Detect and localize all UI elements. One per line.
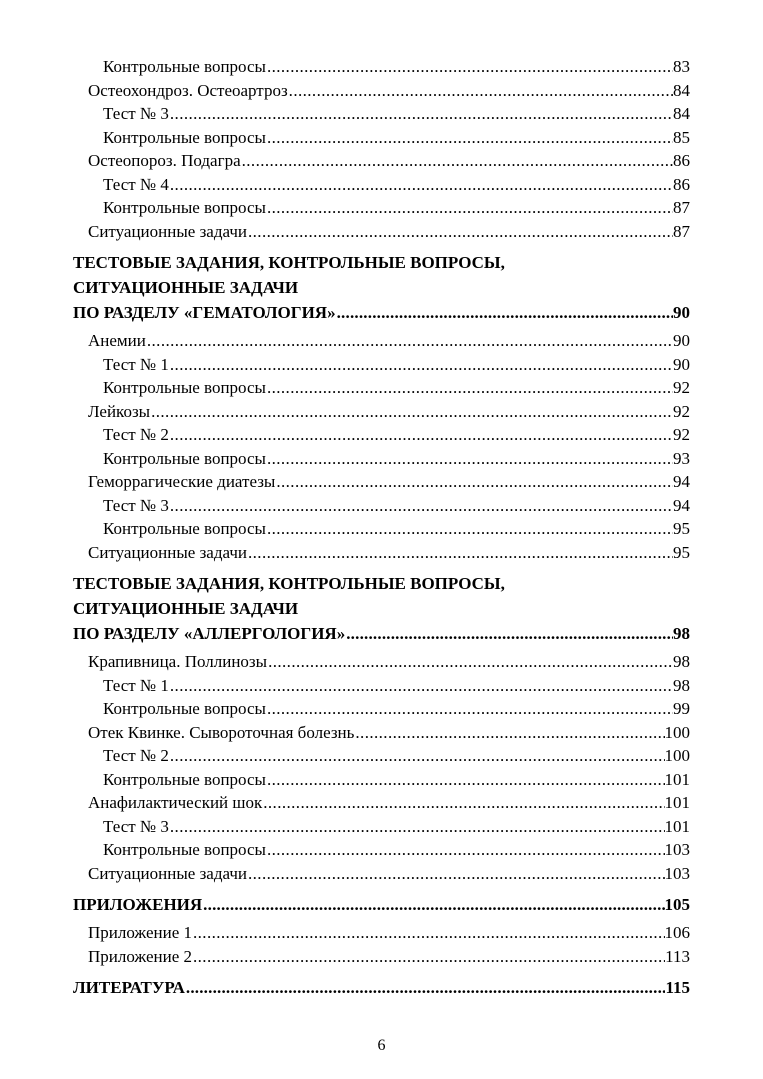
toc-entry-title: Тест № 2: [103, 425, 169, 444]
toc-entry-title: Геморрагические диатезы: [88, 472, 276, 491]
toc-page-number: 115: [665, 978, 690, 997]
toc-page-number: 92: [673, 425, 690, 444]
toc-page-number: 85: [673, 127, 690, 147]
toc-section: [73, 892, 690, 968]
toc-section: [73, 250, 690, 564]
toc-entry-title: Ситуационные задачи: [88, 863, 247, 883]
toc-entry-title: Приложение 1: [88, 923, 192, 942]
toc-entry-title: Остеопороз. Подагра: [88, 151, 241, 170]
toc-entry-title: Тест № 3: [103, 104, 169, 123]
toc-page-number: 83: [673, 57, 690, 76]
toc-heading-title: ПРИЛОЖЕНИЯ: [73, 895, 203, 914]
page-number: 6: [377, 1037, 386, 1054]
toc-page-number: 101: [664, 816, 690, 836]
dot-leader: [170, 494, 673, 518]
toc-page-number: 84: [673, 104, 690, 123]
dot-leader: [337, 300, 673, 325]
dot-leader: [248, 220, 673, 244]
toc-page-number: 90: [673, 331, 690, 350]
toc-entry-title: Анафилактический шок: [88, 793, 263, 812]
toc-heading-title: ПО РАЗДЕЛУ «ГЕМАТОЛОГИЯ»: [73, 303, 336, 322]
toc-section-heading-line: ТЕСТОВЫЕ ЗАДАНИЯ, КОНТРОЛЬНЫЕ ВОПРОСЫ,: [73, 574, 505, 593]
dot-leader: [355, 721, 664, 745]
toc-entry[interactable]: [73, 376, 690, 400]
toc-page-number: 94: [673, 495, 690, 515]
toc-section: [73, 571, 690, 885]
toc-page-number: 90: [673, 354, 690, 374]
toc-page-number: 90: [673, 303, 690, 322]
toc-entry[interactable]: [73, 423, 690, 447]
toc-entry-title: Контрольные вопросы: [103, 699, 266, 718]
toc-entry[interactable]: [73, 196, 690, 220]
toc-entry[interactable]: [73, 674, 690, 698]
toc-page-number: 103: [664, 840, 690, 859]
toc-entry[interactable]: [73, 815, 690, 839]
toc-page-number: 95: [673, 542, 690, 562]
dot-leader: [193, 921, 665, 945]
dot-leader: [170, 102, 673, 126]
toc-entry[interactable]: [73, 447, 690, 471]
dot-leader: [147, 329, 673, 353]
dot-leader: [267, 196, 673, 220]
toc-entry-title: Тест № 3: [103, 495, 169, 515]
toc-page-number: 101: [664, 793, 690, 812]
toc-entry-title: Контрольные вопросы: [103, 127, 266, 147]
toc-page-number: 99: [673, 699, 690, 718]
toc-entry-title: Ситуационные задачи: [88, 221, 247, 241]
toc-entry[interactable]: [73, 329, 690, 353]
toc-entry[interactable]: [73, 744, 690, 768]
toc-entry-title: Тест № 2: [103, 746, 169, 765]
toc-section-heading-line: СИТУАЦИОННЫЕ ЗАДАЧИ: [73, 599, 299, 618]
toc-entry[interactable]: [73, 945, 690, 969]
toc-entry[interactable]: [73, 126, 690, 150]
toc-page-number: 101: [664, 769, 690, 789]
toc-page-number: 100: [664, 722, 690, 742]
toc-entry[interactable]: [73, 697, 690, 721]
toc-entry[interactable]: [73, 102, 690, 126]
toc-entry[interactable]: [73, 55, 690, 79]
dot-leader: [267, 447, 673, 471]
dot-leader: [263, 791, 664, 815]
toc-entry-title: Контрольные вопросы: [103, 378, 266, 397]
toc-page-number: 103: [664, 863, 690, 883]
dot-leader: [170, 744, 665, 768]
toc-page-number: 106: [664, 923, 690, 942]
toc-entry-title: Крапивница. Поллинозы: [88, 652, 268, 671]
toc-entry-title: Контрольные вопросы: [103, 448, 266, 468]
toc-page-number: 98: [673, 624, 690, 643]
toc-entry-title: Отек Квинке. Сывороточная болезнь: [88, 722, 355, 742]
toc-section-heading[interactable]: [73, 892, 690, 917]
toc-entry[interactable]: [73, 400, 690, 424]
toc-entry[interactable]: [73, 862, 690, 886]
toc-heading-title: ЛИТЕРАТУРА: [73, 978, 185, 997]
dot-leader: [151, 400, 673, 424]
dot-leader: [267, 126, 673, 150]
toc-entry[interactable]: [73, 353, 690, 377]
toc-entry-title: Контрольные вопросы: [103, 519, 266, 538]
toc-section-heading-line: ТЕСТОВЫЕ ЗАДАНИЯ, КОНТРОЛЬНЫЕ ВОПРОСЫ,: [73, 253, 505, 272]
dot-leader: [267, 55, 673, 79]
toc-page-number: 86: [673, 174, 690, 194]
dot-leader: [170, 674, 673, 698]
toc-entry-title: Контрольные вопросы: [103, 57, 266, 76]
toc-page-number: 94: [673, 472, 690, 491]
toc-entry-title: Контрольные вопросы: [103, 769, 266, 789]
dot-leader: [186, 975, 666, 1000]
toc-entry[interactable]: [73, 173, 690, 197]
dot-leader: [267, 838, 665, 862]
toc-page-number: 86: [673, 151, 690, 170]
toc-section-heading[interactable]: [73, 621, 690, 646]
toc-entry-title: Контрольные вопросы: [103, 840, 266, 859]
toc-page-number: 113: [665, 946, 690, 966]
toc-page-number: 98: [673, 675, 690, 695]
toc-page-number: 98: [673, 652, 690, 671]
toc-section-heading[interactable]: [73, 975, 690, 1000]
toc-entry-title: Тест № 4: [103, 174, 169, 194]
toc-section-heading[interactable]: [73, 300, 690, 325]
toc-entry-title: Остеохондроз. Остеоартроз: [88, 80, 288, 100]
toc-page-number: 105: [664, 895, 690, 914]
toc-entry-title: Тест № 3: [103, 816, 169, 836]
toc-entry[interactable]: [73, 721, 690, 745]
dot-leader: [193, 945, 665, 969]
toc-entry[interactable]: [73, 791, 690, 815]
dot-leader: [289, 79, 673, 103]
toc-section-heading-line: СИТУАЦИОННЫЕ ЗАДАЧИ: [73, 278, 299, 297]
toc-entry-title: Тест № 1: [103, 354, 169, 374]
toc-section: [73, 975, 690, 1000]
dot-leader: [267, 517, 673, 541]
toc-entry[interactable]: [73, 838, 690, 862]
toc-page-number: 87: [673, 198, 690, 217]
dot-leader: [170, 353, 673, 377]
table-of-contents: [73, 55, 690, 1000]
toc-entry-title: Приложение 2: [88, 946, 192, 966]
toc-entry[interactable]: [73, 494, 690, 518]
dot-leader: [203, 892, 664, 917]
toc-page-number: 84: [673, 80, 690, 100]
toc-entry[interactable]: [73, 149, 690, 173]
toc-entry[interactable]: [73, 470, 690, 494]
toc-entry[interactable]: [73, 517, 690, 541]
toc-page-number: 87: [673, 221, 690, 241]
toc-page-number: 95: [673, 519, 690, 538]
dot-leader: [170, 173, 673, 197]
toc-entry-title: Тест № 1: [103, 675, 169, 695]
toc-entry-title: Лейкозы: [88, 401, 151, 421]
dot-leader: [267, 376, 673, 400]
dot-leader: [242, 149, 673, 173]
toc-page-number: 93: [673, 448, 690, 468]
toc-entry-title: Ситуационные задачи: [88, 542, 247, 562]
dot-leader: [267, 768, 665, 792]
toc-entry[interactable]: [73, 541, 690, 565]
toc-heading-title: ПО РАЗДЕЛУ «АЛЛЕРГОЛОГИЯ»: [73, 624, 346, 643]
toc-entry[interactable]: [73, 79, 690, 103]
dot-leader: [248, 541, 673, 565]
toc-entry[interactable]: [73, 220, 690, 244]
dot-leader: [248, 862, 665, 886]
dot-leader: [170, 815, 665, 839]
dot-leader: [170, 423, 673, 447]
toc-entry-title: Контрольные вопросы: [103, 198, 266, 217]
toc-page-number: 92: [673, 401, 690, 421]
toc-entry[interactable]: [73, 650, 690, 674]
dot-leader: [267, 697, 673, 721]
toc-entry[interactable]: [73, 768, 690, 792]
toc-entry[interactable]: [73, 921, 690, 945]
dot-leader: [346, 621, 673, 646]
toc-page-number: 92: [673, 378, 690, 397]
dot-leader: [268, 650, 673, 674]
dot-leader: [276, 470, 673, 494]
toc-page-number: 100: [664, 746, 690, 765]
toc-entry-title: Анемии: [88, 331, 146, 350]
